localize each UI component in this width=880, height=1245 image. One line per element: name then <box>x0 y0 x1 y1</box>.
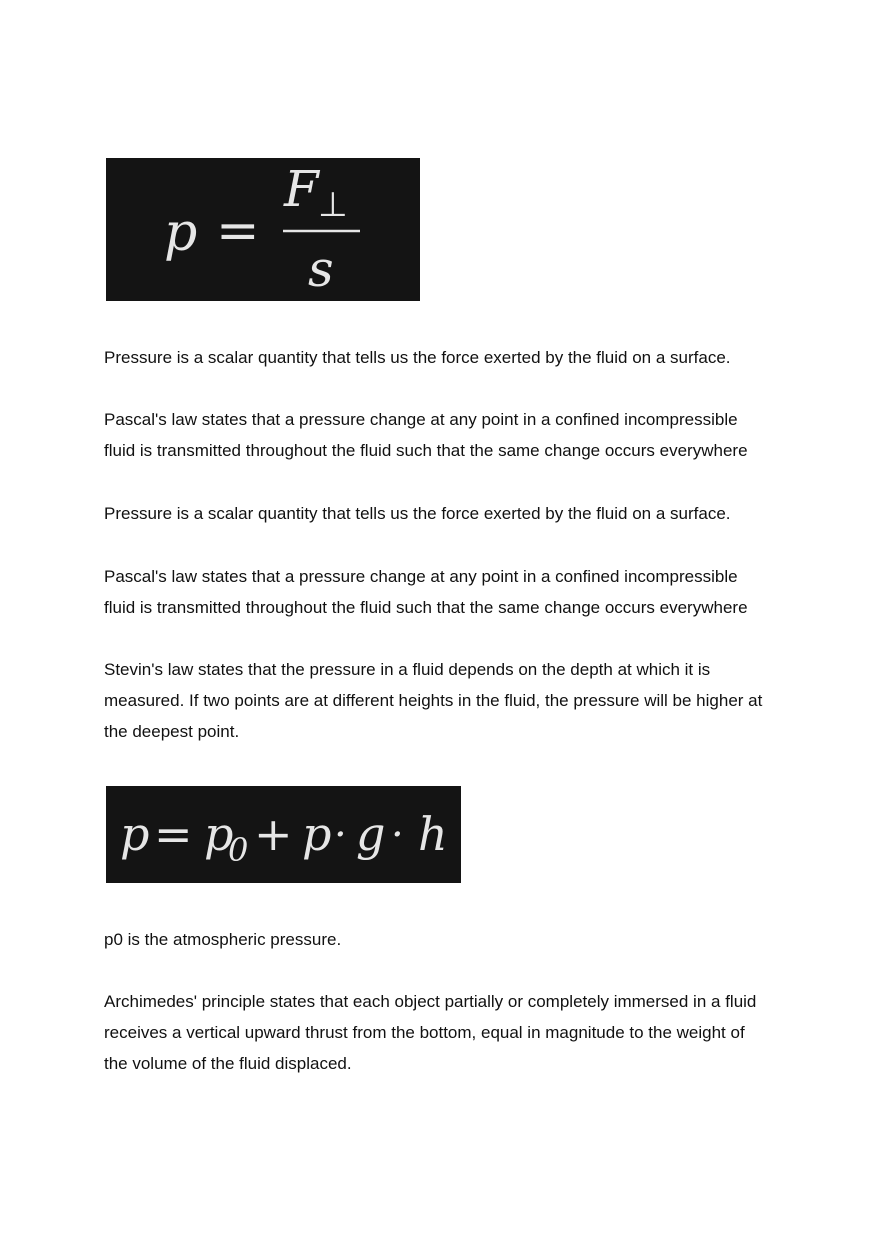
stevin-h: h <box>418 807 448 861</box>
stevin-plus: + <box>254 807 293 861</box>
stevin-p0-subscript: 0 <box>228 831 249 869</box>
pressure-numerator-subscript: ⊥ <box>318 185 348 225</box>
paragraph-p0-definition: p0 is the atmospheric pressure. <box>104 930 342 949</box>
stevin-g: g <box>356 807 386 861</box>
paragraph-archimedes-principle: Archimedes' principle states that each object partially or completely immersed in a fluid receives a vertical upward thrust from the bottom, equal in magnitude to the weight of the volume of the fluid displaced. <box>104 992 757 1073</box>
stevin-p: p <box>120 807 150 861</box>
paragraph-pascal-law: Pascal's law states that a pressure change at any point in a confined incompressible fluid is transmitted throughout the fluid such that the same change occurs everywhere <box>104 410 748 460</box>
paragraph-pascal-law-repeat: Pascal's law states that a pressure change at any point in a confined incompressible fluid is transmitted throughout the fluid such that the same change occurs everywhere <box>104 567 748 617</box>
stevin-rho: p <box>302 807 332 861</box>
paragraph-pressure-definition-repeat: Pressure is a scalar quantity that tells us the force exerted by the fluid on a surface. <box>104 504 731 523</box>
stevin-equals: = <box>154 807 193 861</box>
stevin-formula-image <box>106 786 461 883</box>
stevin-dot-2: · <box>391 812 404 858</box>
paragraph-stevin-law: Stevin's law states that the pressure in a fluid depends on the depth at which it is measured. If two points are at different heights in the fluid, the pressure will be higher at the deepest point. <box>104 660 763 741</box>
stevin-p0: p <box>204 807 234 861</box>
pressure-equals: = <box>216 201 260 261</box>
stevin-dot-1: · <box>334 812 347 858</box>
paragraph-pressure-definition: Pressure is a scalar quantity that tells us the force exerted by the fluid on a surface. <box>104 348 731 367</box>
pressure-lhs: p <box>164 203 198 263</box>
pressure-denominator: s <box>308 240 334 298</box>
pressure-numerator: F <box>284 160 319 218</box>
pressure-formula-image <box>106 158 420 301</box>
